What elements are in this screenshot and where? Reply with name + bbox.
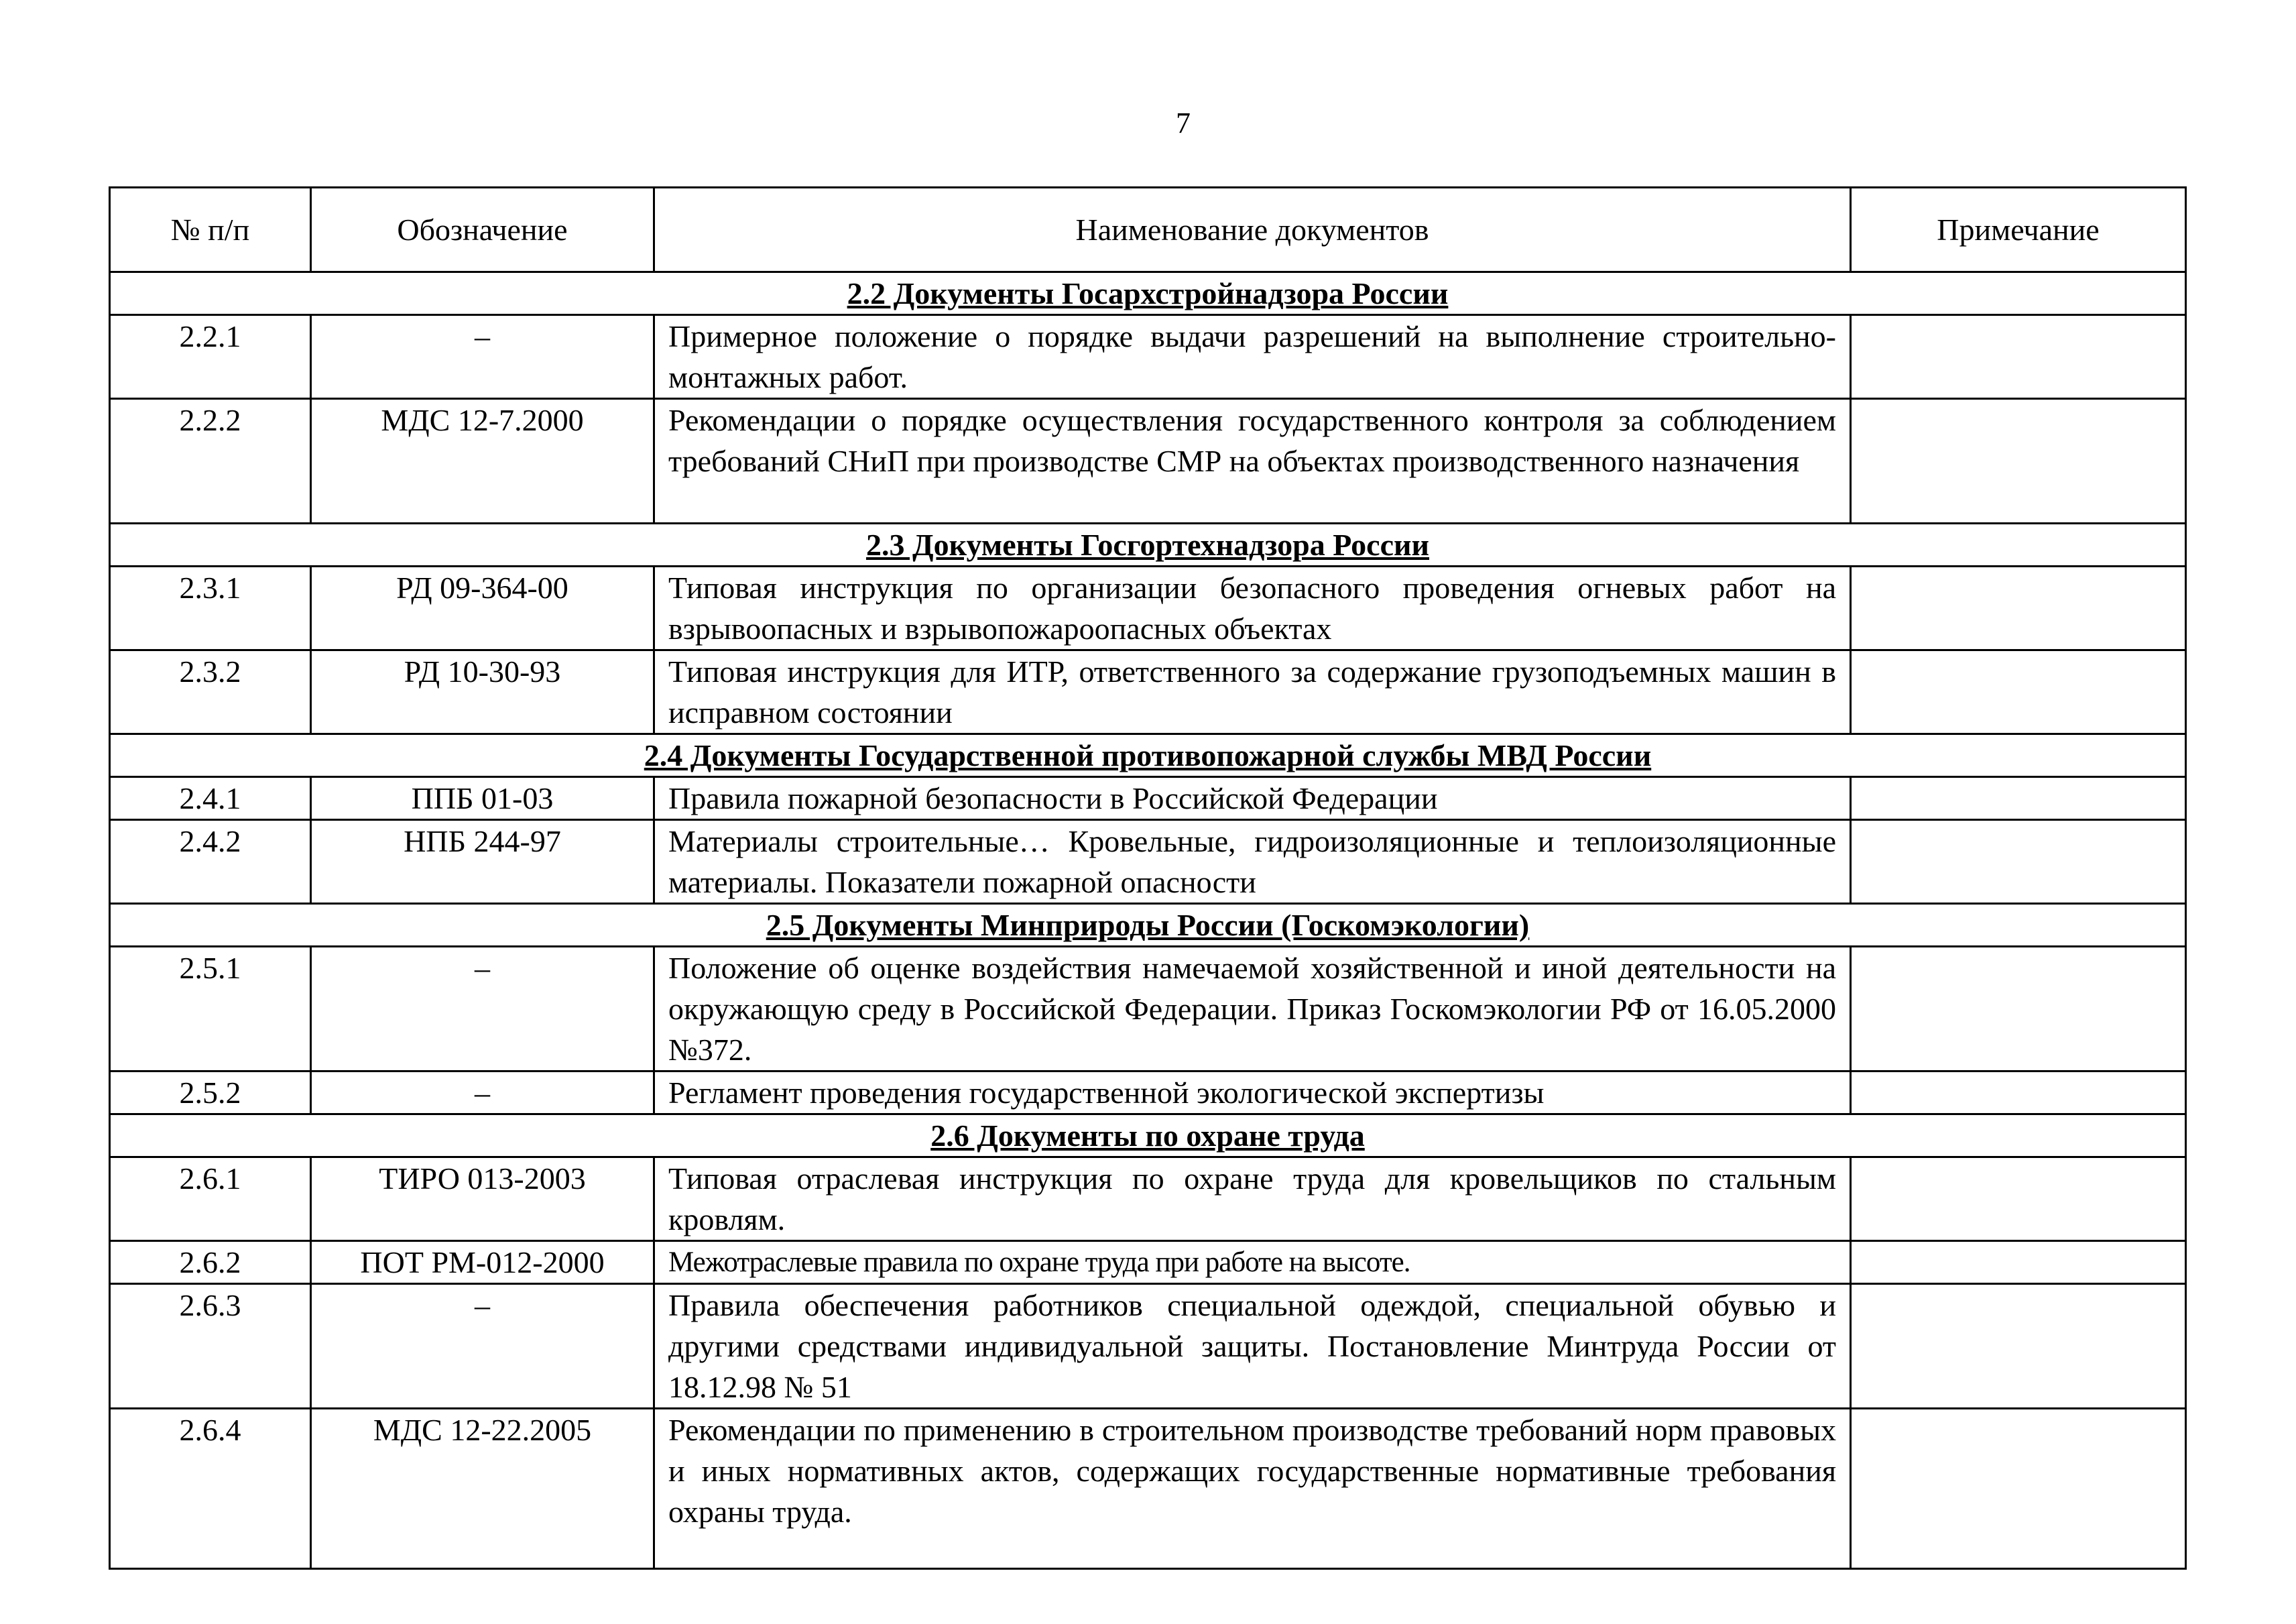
row-note xyxy=(1851,820,2186,904)
row-name: Регламент проведения государственной экологической экспертизы xyxy=(654,1071,1851,1114)
row-num: 2.6.1 xyxy=(110,1157,311,1241)
table-row xyxy=(110,777,2186,820)
row-name: Рекомендации по применению в строительном производстве требований норм правовых и иных нормативных актов, содержащих государственные нормативные требования охраны труда. xyxy=(654,1409,1851,1569)
section-title: 2.2 Документы Госархстройнадзора России xyxy=(110,272,2186,315)
row-code: – xyxy=(311,1284,654,1409)
row-num: 2.2.2 xyxy=(110,399,311,524)
header-note: Примечание xyxy=(1851,188,2186,272)
row-num: 2.6.2 xyxy=(110,1241,311,1284)
row-note xyxy=(1851,947,2186,1071)
row-code: ПОТ РМ-012-2000 xyxy=(311,1241,654,1284)
table-row xyxy=(110,1409,2186,1569)
section-header-row xyxy=(110,904,2186,947)
row-num: 2.4.2 xyxy=(110,820,311,904)
row-code: ППБ 01-03 xyxy=(311,777,654,820)
row-num: 2.6.4 xyxy=(110,1409,311,1569)
page-number: 7 xyxy=(1176,107,1191,139)
section-title: 2.3 Документы Госгортехнадзора России xyxy=(110,524,2186,567)
row-name: Положение об оценке воздействия намечаемой хозяйственной и иной деятельности на окружающую среду в Российской Федерации. Приказ Госкомэкологии РФ от 16.05.2000 №372. xyxy=(654,947,1851,1071)
row-note xyxy=(1851,567,2186,650)
table-row xyxy=(110,1241,2186,1284)
table-row xyxy=(110,1284,2186,1409)
row-code: РД 10-30-93 xyxy=(311,650,654,734)
table-row xyxy=(110,567,2186,650)
row-name: Правила обеспечения работников специальной одеждой, специальной обувью и другими средствами индивидуальной защиты. Постановление Минтруда России от 18.12.98 № 51 xyxy=(654,1284,1851,1409)
row-note xyxy=(1851,650,2186,734)
row-note xyxy=(1851,315,2186,399)
row-note xyxy=(1851,1157,2186,1241)
row-num: 2.2.1 xyxy=(110,315,311,399)
row-num: 2.3.2 xyxy=(110,650,311,734)
row-name: Типовая отраслевая инструкция по охране труда для кровельщиков по стальным кровлям. xyxy=(654,1157,1851,1241)
section-title: 2.5 Документы Минприроды России (Госкомэкологии) xyxy=(110,904,2186,947)
row-num: 2.5.1 xyxy=(110,947,311,1071)
row-code: МДС 12-7.2000 xyxy=(311,399,654,524)
row-note xyxy=(1851,777,2186,820)
row-name: Рекомендации о порядке осуществления государственного контроля за соблюдением требований СНиП при производстве СМР на объектах производственного назначения xyxy=(654,399,1851,524)
row-name: Примерное положение о порядке выдачи разрешений на выполнение строительно-монтажных работ. xyxy=(654,315,1851,399)
row-num: 2.4.1 xyxy=(110,777,311,820)
header-code: Обозначение xyxy=(311,188,654,272)
section-header-row xyxy=(110,524,2186,567)
header-num: № п/п xyxy=(110,188,311,272)
section-header-row xyxy=(110,272,2186,315)
row-name: Межотраслевые правила по охране труда при работе на высоте. xyxy=(654,1241,1851,1284)
table-row xyxy=(110,315,2186,399)
documents-table xyxy=(109,186,2187,1570)
table-row xyxy=(110,947,2186,1071)
row-num: 2.6.3 xyxy=(110,1284,311,1409)
row-code: РД 09-364-00 xyxy=(311,567,654,650)
row-code: НПБ 244-97 xyxy=(311,820,654,904)
table-row xyxy=(110,820,2186,904)
table-row xyxy=(110,1157,2186,1241)
section-title: 2.4 Документы Государственной противопожарной службы МВД России xyxy=(110,734,2186,777)
table-row xyxy=(110,399,2186,524)
table-row xyxy=(110,650,2186,734)
row-code: – xyxy=(311,1071,654,1114)
row-name: Правила пожарной безопасности в Российской Федерации xyxy=(654,777,1851,820)
section-title: 2.6 Документы по охране труда xyxy=(110,1114,2186,1157)
row-name: Материалы строительные… Кровельные, гидроизоляционные и теплоизоляционные материалы. Показатели пожарной опасности xyxy=(654,820,1851,904)
header-name: Наименование документов xyxy=(654,188,1851,272)
row-num: 2.5.2 xyxy=(110,1071,311,1114)
row-code: – xyxy=(311,947,654,1071)
row-code: МДС 12-22.2005 xyxy=(311,1409,654,1569)
row-name: Типовая инструкция для ИТР, ответственного за содержание грузоподъемных машин в исправном состоянии xyxy=(654,650,1851,734)
row-code: ТИРО 013-2003 xyxy=(311,1157,654,1241)
row-num: 2.3.1 xyxy=(110,567,311,650)
section-header-row xyxy=(110,1114,2186,1157)
row-note xyxy=(1851,1241,2186,1284)
row-note xyxy=(1851,399,2186,524)
row-note xyxy=(1851,1409,2186,1569)
row-note xyxy=(1851,1071,2186,1114)
table-row xyxy=(110,1071,2186,1114)
section-header-row xyxy=(110,734,2186,777)
row-note xyxy=(1851,1284,2186,1409)
table-header-row xyxy=(110,188,2186,272)
row-code: – xyxy=(311,315,654,399)
row-name: Типовая инструкция по организации безопасного проведения огневых работ на взрывоопасных и взрывопожароопасных объектах xyxy=(654,567,1851,650)
